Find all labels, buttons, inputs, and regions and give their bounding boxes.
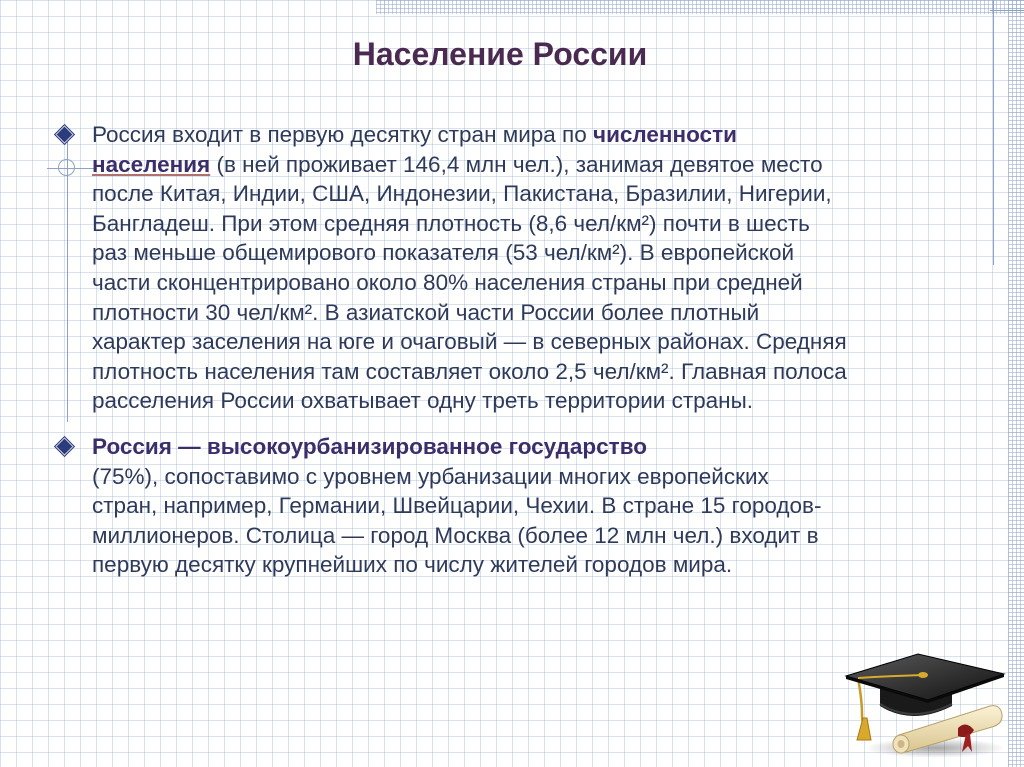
decor-horizontal-line-top [990, 10, 1024, 11]
paragraph-line [92, 491, 821, 521]
body-text: первую десятку крупнейших по числу жителей городов мира. [92, 552, 733, 578]
decor-circle [58, 159, 75, 176]
body-text: стран, например, Германии, Швейцарии, Чехии. В стране 15 городов- [92, 493, 822, 519]
body-text: плотности 30 чел/км². В азиатской части России более плотный [92, 299, 760, 325]
emphasis-text: населения [92, 151, 211, 177]
paragraph-line [92, 150, 847, 180]
body-text: (75%), сопоставимо с уровнем урбанизации многих европейских [92, 463, 769, 489]
paragraph-line [92, 462, 821, 492]
paragraph-line [92, 327, 847, 357]
bullet-paragraph-urbanization [92, 432, 821, 580]
slide-title: Население России [352, 36, 648, 72]
paragraph-line [92, 432, 821, 462]
decor-vertical-line-left [67, 142, 68, 422]
body-text: после Китая, Индии, США, Индонезии, Пакистана, Бразилии, Нигерии, [92, 181, 832, 207]
paragraph-line [92, 120, 847, 150]
paragraph-line [92, 268, 847, 298]
paragraph-line [92, 298, 847, 328]
grid-band-top [376, 0, 1024, 14]
paragraph-line [92, 238, 847, 268]
paragraph-line [92, 179, 847, 209]
paragraph-line [92, 386, 847, 416]
body-text: части сконцентрировано около 80% населения страны при средней [92, 269, 803, 295]
paragraph-line [92, 357, 847, 387]
emphasis-text: Россия — высокоурбанизированное государство [92, 434, 647, 459]
body-text: характер заселения на юге и очаговый — в северных районах. Средняя [92, 329, 847, 355]
paragraph-line [92, 550, 821, 580]
grid-band-right [1008, 0, 1024, 767]
graduation-cap-icon [840, 648, 1010, 760]
body-text: раз меньше общемирового показателя (53 чел/км²). В европейской [92, 240, 795, 266]
body-text: Бангладеш. При этом средняя плотность (8,6 чел/км²) почти в шесть [92, 210, 810, 236]
bullet-diamond-icon [55, 437, 73, 455]
body-text: Россия входит в первую десятку стран мира по [92, 122, 594, 147]
bullet-paragraph-population [92, 120, 847, 416]
body-text: миллионеров. Столица — город Москва (более 12 млн чел.) входит в [92, 522, 819, 548]
emphasis-text: численности [593, 122, 737, 147]
body-text: (в ней проживает 146,4 млн чел.), занимая девятое место [210, 151, 823, 177]
bullet-diamond-icon [55, 125, 73, 143]
paragraph-line [92, 521, 821, 551]
paragraph-line [92, 209, 847, 239]
body-text: плотность населения там составляет около 2,5 чел/км². Главная полоса [92, 358, 847, 384]
body-text: расселения России охватывает одну треть территории страны. [92, 388, 754, 414]
